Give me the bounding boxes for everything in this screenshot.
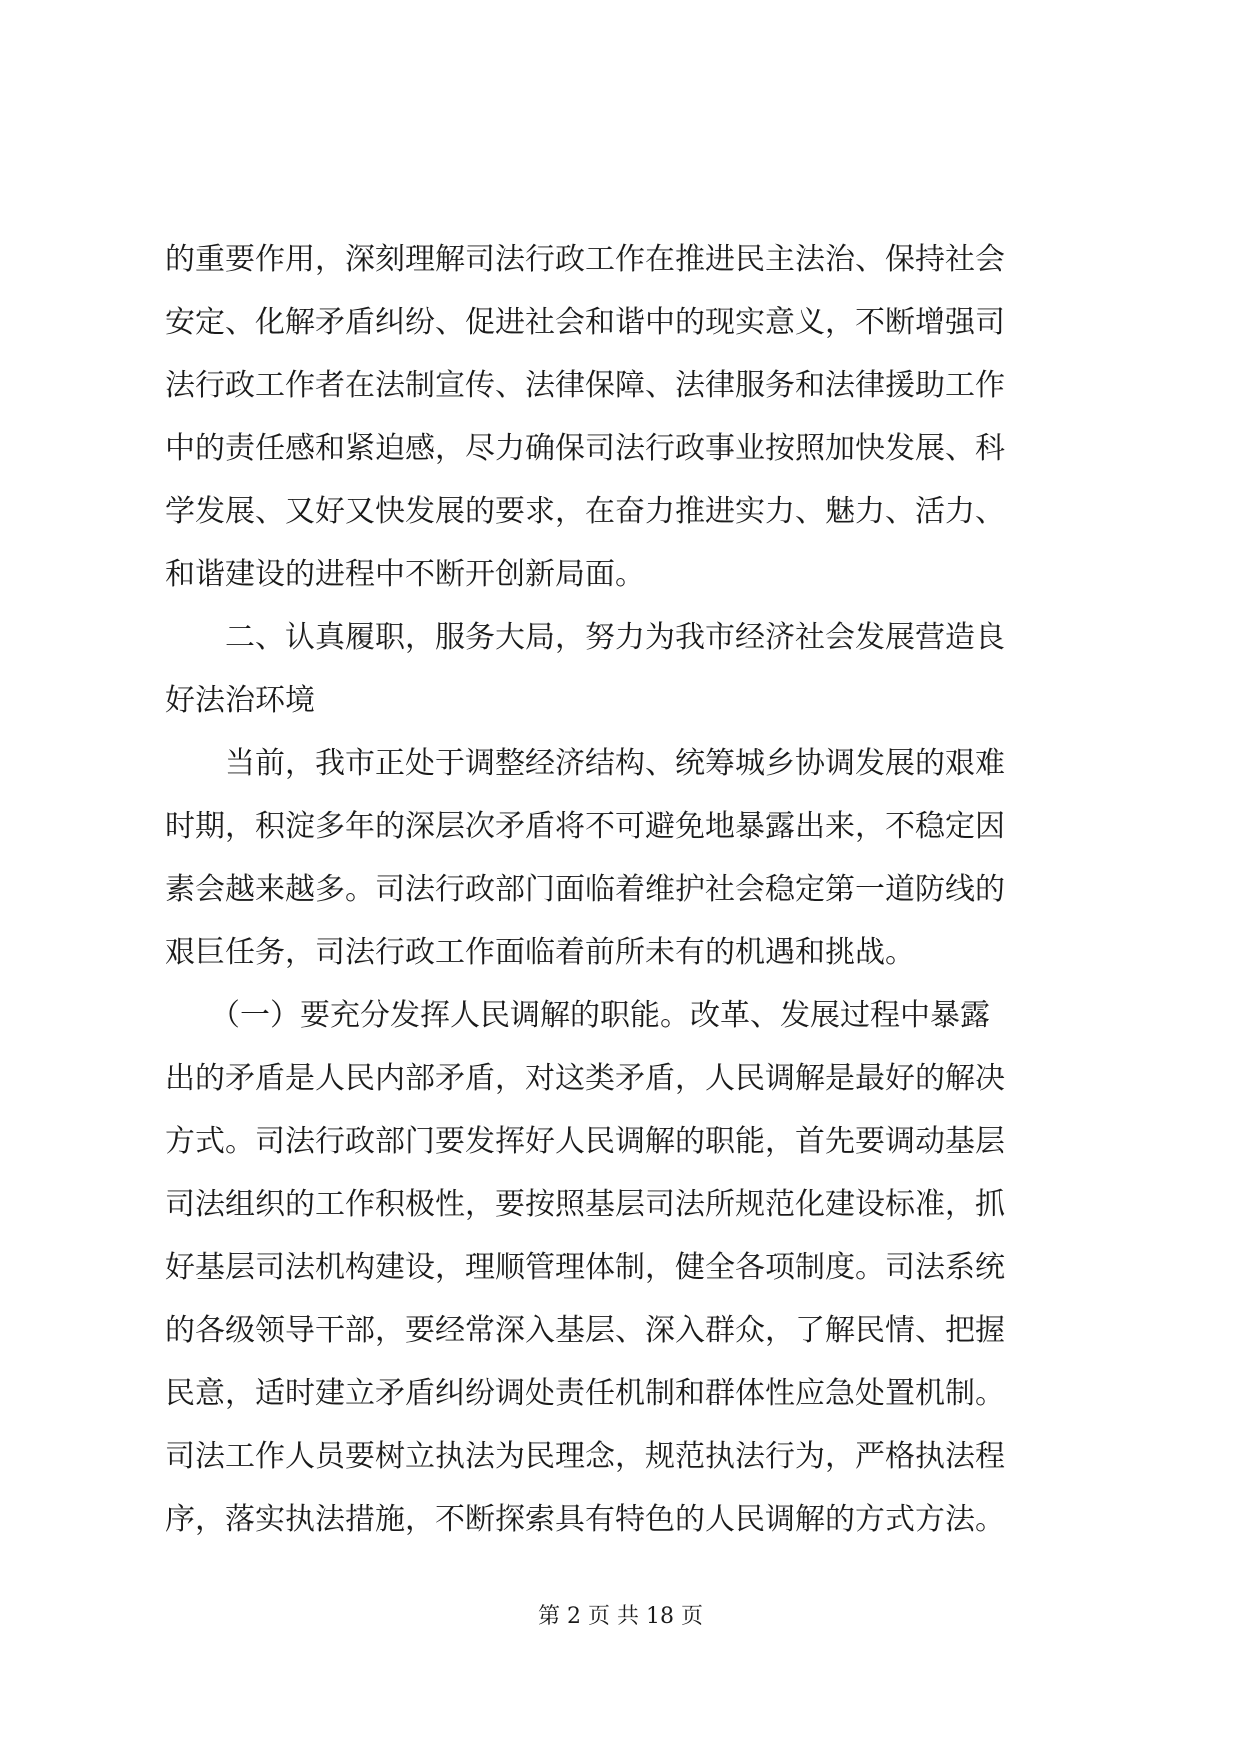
text-line: 时期，积淀多年的深层次矛盾将不可避免地暴露出来，不稳定因 bbox=[165, 809, 1005, 844]
page-number-footer: 第 2 页 共 18 页 bbox=[538, 1604, 703, 1629]
text-line: 当前，我市正处于调整经济结构、统筹城乡协调发展的艰难 bbox=[165, 746, 1005, 781]
text-line: 司法组织的工作积极性，要按照基层司法所规范化建设标准，抓 bbox=[165, 1187, 1005, 1222]
text-line: 中的责任感和紧迫感，尽力确保司法行政事业按照加快发展、科 bbox=[165, 431, 1005, 466]
text-line: 出的矛盾是人民内部矛盾，对这类矛盾，人民调解是最好的解决 bbox=[165, 1061, 1005, 1096]
text-line: 的各级领导干部，要经常深入基层、深入群众，了解民情、把握 bbox=[165, 1313, 1005, 1348]
text-line: 素会越来越多。司法行政部门面临着维护社会稳定第一道防线的 bbox=[165, 872, 1005, 907]
section-heading-line: 二、认真履职，服务大局，努力为我市经济社会发展营造良 bbox=[165, 620, 1005, 655]
text-line: 和谐建设的进程中不断开创新局面。 bbox=[165, 557, 645, 592]
text-line: 安定、化解矛盾纠纷、促进社会和谐中的现实意义，不断增强司 bbox=[165, 305, 1005, 340]
text-line: （一）要充分发挥人民调解的职能。改革、发展过程中暴露 bbox=[165, 998, 990, 1033]
text-line: 学发展、又好又快发展的要求，在奋力推进实力、魅力、活力、 bbox=[165, 494, 1005, 529]
text-line: 的重要作用，深刻理解司法行政工作在推进民主法治、保持社会 bbox=[165, 242, 1005, 277]
document-body bbox=[165, 228, 1085, 1551]
text-line: 方式。司法行政部门要发挥好人民调解的职能，首先要调动基层 bbox=[165, 1124, 1005, 1159]
text-line: 艰巨任务，司法行政工作面临着前所未有的机遇和挑战。 bbox=[165, 935, 915, 970]
text-line: 民意，适时建立矛盾纠纷调处责任机制和群体性应急处置机制。 bbox=[165, 1376, 1005, 1411]
text-line: 序，落实执法措施，不断探索具有特色的人民调解的方式方法。 bbox=[165, 1502, 1005, 1537]
section-heading-line: 好法治环境 bbox=[165, 683, 315, 718]
text-line: 司法工作人员要树立执法为民理念，规范执法行为，严格执法程 bbox=[165, 1439, 1005, 1474]
text-line: 好基层司法机构建设，理顺管理体制，健全各项制度。司法系统 bbox=[165, 1250, 1005, 1285]
text-line: 法行政工作者在法制宣传、法律保障、法律服务和法律援助工作 bbox=[165, 368, 1005, 403]
